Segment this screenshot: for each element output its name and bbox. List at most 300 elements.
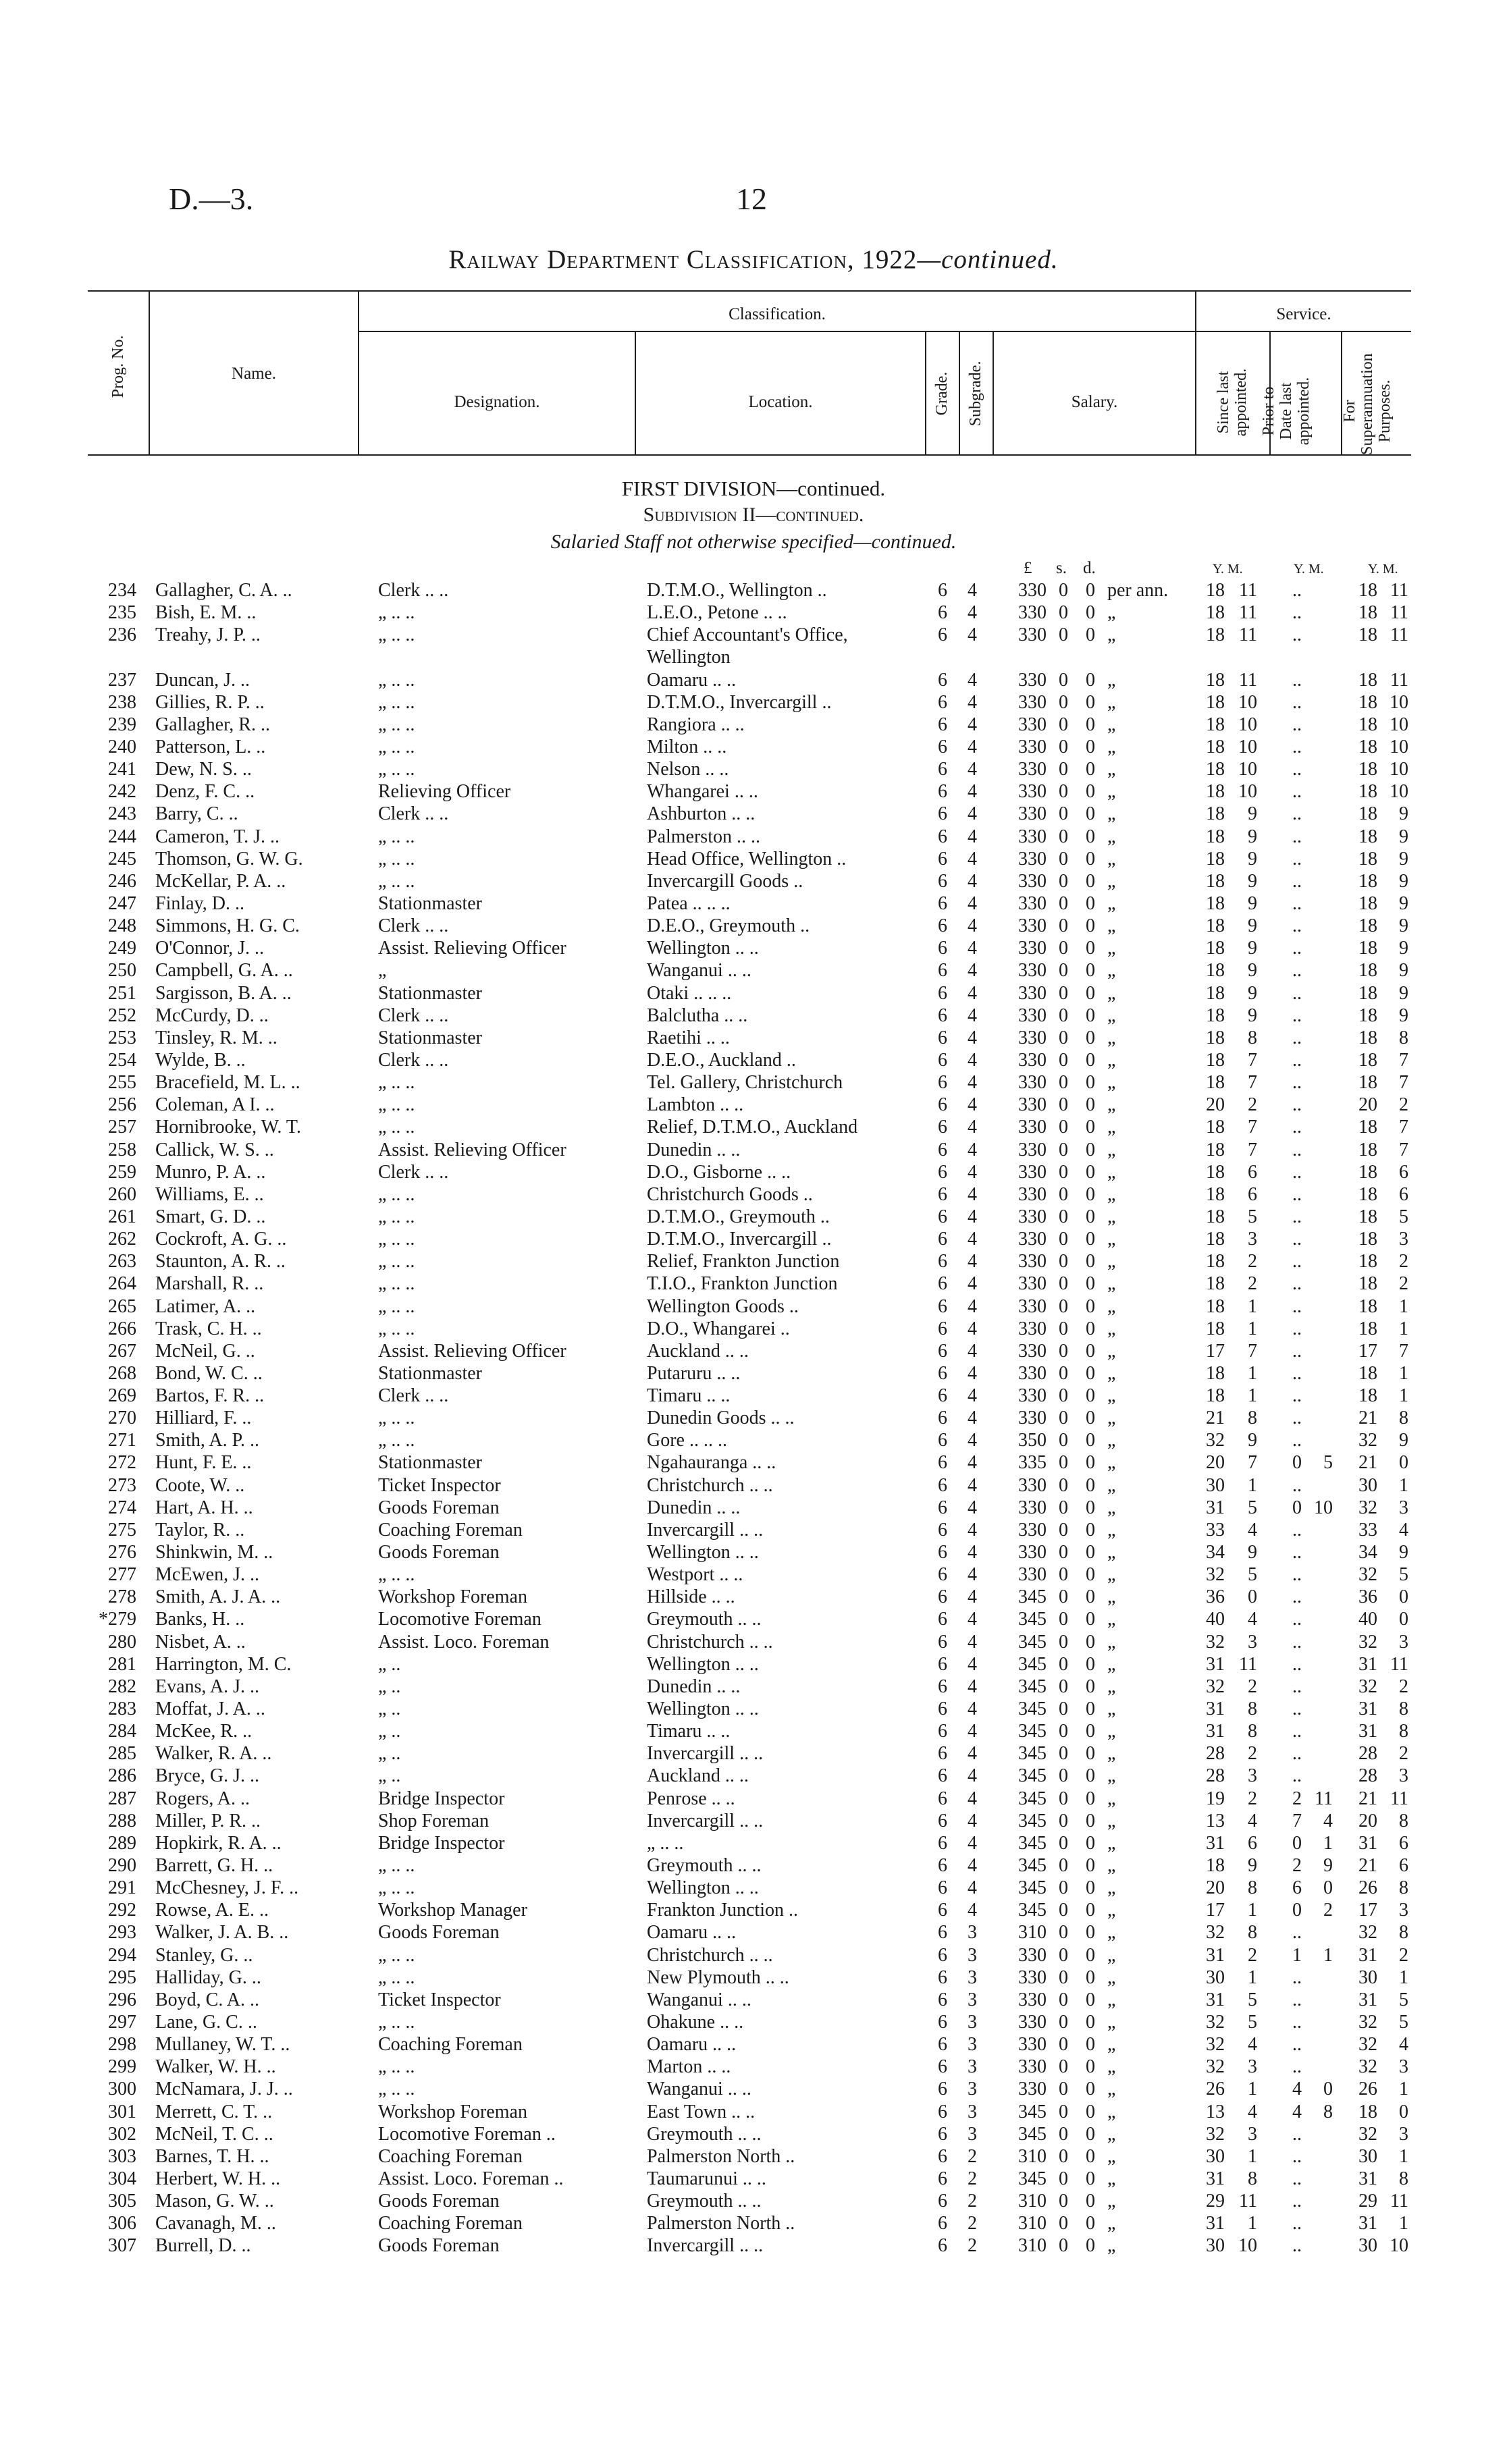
table-row	[0, 669, 1507, 691]
cell-super-months: 3	[1399, 1497, 1408, 1518]
cell-salary-shillings: 0	[1059, 1497, 1068, 1518]
cell-salary-pence: 0	[1086, 1474, 1095, 1496]
cell-designation: „ .. ..	[378, 1564, 415, 1586]
cell-super-months: 9	[1399, 870, 1408, 892]
cell-prior-years: ..	[1292, 1474, 1302, 1496]
cell-prog-no: 247	[108, 892, 136, 914]
cell-designation: Clerk .. ..	[378, 1161, 449, 1183]
cell-location: D.T.M.O., Invercargill ..	[647, 691, 832, 713]
cell-name: Smart, G. D. ..	[155, 1206, 266, 1227]
cell-location: Greymouth .. ..	[647, 2123, 762, 2145]
cell-salary-period: „	[1107, 2034, 1116, 2056]
cell-grade: 6	[938, 1117, 947, 1138]
cell-salary-pence: 0	[1086, 2168, 1095, 2189]
cell-location: Patea .. .. ..	[647, 892, 731, 914]
cell-salary-pounds: 330	[1018, 1564, 1047, 1586]
cell-location: East Town .. ..	[647, 2101, 756, 2122]
cell-name: Walker, R. A. ..	[155, 1743, 272, 1765]
cell-since-years: 18	[1206, 759, 1225, 780]
cell-since-months: 1	[1248, 2213, 1257, 2234]
cell-salary-period: per ann.	[1107, 580, 1169, 601]
cell-designation: Ticket Inspector	[378, 1474, 501, 1496]
cell-salary-shillings: 0	[1059, 602, 1068, 624]
cell-prog-no: 282	[108, 1676, 136, 1697]
cell-salary-pence: 0	[1086, 1653, 1095, 1675]
cell-salary-pence: 0	[1086, 1206, 1095, 1227]
cell-designation: „ .. ..	[378, 691, 415, 713]
cell-salary-shillings: 0	[1059, 1609, 1068, 1630]
cell-super-months: 1	[1399, 2213, 1408, 2234]
cell-salary-pence: 0	[1086, 1452, 1095, 1474]
cell-since-months: 6	[1248, 1161, 1257, 1183]
cell-grade: 6	[938, 2079, 947, 2100]
cell-since-months: 11	[1239, 624, 1257, 646]
cell-since-months: 9	[1248, 870, 1257, 892]
cell-prog-no: 256	[108, 1094, 136, 1116]
cell-salary-shillings: 0	[1059, 1474, 1068, 1496]
cell-salary-period: „	[1107, 1922, 1116, 1944]
subdivision-heading: Subdivision II—continued.	[643, 504, 864, 526]
cell-salary-period: „	[1107, 1542, 1116, 1563]
cell-location: D.T.M.O., Wellington ..	[647, 580, 827, 601]
cell-prog-no: 280	[108, 1631, 136, 1653]
cell-name: Barrett, G. H. ..	[155, 1855, 273, 1877]
cell-subgrade: 4	[968, 1027, 977, 1048]
cell-super-years: 32	[1358, 2012, 1377, 2033]
cell-location: Wanganui .. ..	[647, 2079, 751, 2100]
cell-salary-shillings: 0	[1059, 892, 1068, 914]
cell-designation: „ .. ..	[378, 848, 415, 869]
cell-location: Christchurch .. ..	[647, 1631, 773, 1653]
cell-location: Greymouth .. ..	[647, 2191, 762, 2212]
page-id: D.—3.	[169, 182, 254, 216]
cell-salary-pounds: 330	[1018, 1944, 1047, 1966]
cell-name: Marshall, R. ..	[155, 1273, 264, 1295]
cell-salary-shillings: 0	[1059, 2191, 1068, 2212]
cell-salary-period: „	[1107, 1900, 1116, 1921]
cell-subgrade: 4	[968, 870, 977, 892]
cell-salary-period: „	[1107, 1385, 1116, 1407]
cell-prior-years: ..	[1292, 669, 1302, 691]
cell-prior-years: ..	[1292, 2168, 1302, 2189]
cell-grade: 6	[938, 781, 947, 803]
cell-salary-shillings: 0	[1059, 1452, 1068, 1474]
cell-super-years: 31	[1358, 2168, 1377, 2189]
cell-prog-no: 296	[108, 1989, 136, 2010]
grade-header: Grade.	[933, 371, 951, 416]
cell-designation: Assist. Relieving Officer	[378, 1340, 566, 1362]
cell-prior-years: ..	[1292, 1139, 1302, 1160]
cell-grade: 6	[938, 2168, 947, 2189]
cell-salary-pence: 0	[1086, 1005, 1095, 1026]
cell-since-years: 28	[1206, 1743, 1225, 1765]
cell-grade: 6	[938, 1944, 947, 1966]
cell-prior-years: 0	[1292, 1832, 1302, 1854]
cell-salary-pence: 0	[1086, 826, 1095, 847]
cell-designation: „ .. ..	[378, 1273, 415, 1295]
cell-prior-years: ..	[1292, 1273, 1302, 1295]
unit-pound: £	[1024, 559, 1032, 577]
cell-salary-pence: 0	[1086, 1318, 1095, 1339]
cell-super-months: 9	[1399, 960, 1408, 982]
cell-location: Putaruru .. ..	[647, 1362, 741, 1384]
cell-location: Invercargill .. ..	[647, 1519, 764, 1541]
cell-location: Invercargill .. ..	[647, 1810, 764, 1831]
cell-super-years: 18	[1358, 669, 1377, 691]
table-row	[0, 1608, 1507, 1630]
cell-salary-pence: 0	[1086, 2101, 1095, 2122]
cell-designation: Assist. Loco. Foreman ..	[378, 2168, 564, 2189]
cell-prior-years: ..	[1292, 1676, 1302, 1697]
cell-since-years: 32	[1206, 2034, 1225, 2056]
cell-salary-pounds: 310	[1018, 2235, 1047, 2257]
cell-prog-no: 278	[108, 1586, 136, 1608]
cell-super-years: 28	[1358, 1765, 1377, 1787]
cell-prior-years: ..	[1292, 1564, 1302, 1586]
cell-prior-years: ..	[1292, 1117, 1302, 1138]
cell-super-years: 18	[1358, 1117, 1377, 1138]
table-header	[88, 290, 1411, 456]
cell-since-months: 1	[1248, 1900, 1257, 1921]
cell-super-months: 1	[1399, 1295, 1408, 1317]
cell-super-months: 3	[1399, 1229, 1408, 1250]
cell-name: Mason, G. W. ..	[155, 2191, 274, 2212]
cell-subgrade: 4	[968, 1273, 977, 1295]
cell-name: Staunton, A. R. ..	[155, 1251, 286, 1273]
cell-salary-pence: 0	[1086, 982, 1095, 1004]
subgrade-header: Subgrade.	[967, 360, 984, 427]
table-row	[0, 1183, 1507, 1206]
cell-name: Harrington, M. C.	[155, 1653, 292, 1675]
cell-prog-no: *279	[99, 1609, 136, 1630]
cell-since-years: 30	[1206, 1966, 1225, 1988]
cell-since-months: 7	[1248, 1117, 1257, 1138]
cell-prior-years: ..	[1292, 1922, 1302, 1944]
cell-grade: 6	[938, 1966, 947, 1988]
cell-since-years: 28	[1206, 1765, 1225, 1787]
cell-prog-no: 237	[108, 669, 136, 691]
cell-prior-years: ..	[1292, 892, 1302, 914]
cell-prior-years: 1	[1292, 1944, 1302, 1966]
cell-grade: 6	[938, 1653, 947, 1675]
cell-prog-no: 264	[108, 1273, 136, 1295]
cell-location: D.T.M.O., Invercargill ..	[647, 1229, 832, 1250]
cell-designation: „ .. ..	[378, 759, 415, 780]
table-row	[0, 1295, 1507, 1318]
cell-name: Cavanagh, M. ..	[155, 2213, 276, 2234]
cell-salary-pounds: 345	[1018, 1788, 1047, 1809]
cell-since-years: 31	[1206, 1944, 1225, 1966]
cell-designation: „ .. ..	[378, 1944, 415, 1966]
cell-subgrade: 4	[968, 1340, 977, 1362]
cell-salary-pence: 0	[1086, 1564, 1095, 1586]
cell-salary-pence: 0	[1086, 2056, 1095, 2078]
cell-prior-years: ..	[1292, 1698, 1302, 1720]
cell-salary-shillings: 0	[1059, 1900, 1068, 1921]
cell-subgrade: 4	[968, 1609, 977, 1630]
cell-since-months: 8	[1248, 1027, 1257, 1048]
cell-since-months: 2	[1248, 1743, 1257, 1765]
cell-prior-years: ..	[1292, 714, 1302, 735]
cell-since-years: 18	[1206, 781, 1225, 803]
cell-prog-no: 260	[108, 1183, 136, 1205]
cell-grade: 6	[938, 1631, 947, 1653]
cell-subgrade: 4	[968, 1139, 977, 1160]
cell-prog-no: 235	[108, 602, 136, 624]
table-row	[0, 1094, 1507, 1116]
cell-super-years: 18	[1358, 1295, 1377, 1317]
cell-since-months: 7	[1248, 1340, 1257, 1362]
cell-since-years: 40	[1206, 1609, 1225, 1630]
cell-since-years: 18	[1206, 803, 1225, 825]
cell-salary-period: „	[1107, 938, 1116, 959]
cell-super-months: 11	[1390, 669, 1408, 691]
cell-since-years: 31	[1206, 2168, 1225, 2189]
cell-super-months: 5	[1399, 1564, 1408, 1586]
cell-super-years: 18	[1358, 2101, 1377, 2122]
cell-name: Lane, G. C. ..	[155, 2012, 257, 2033]
cell-salary-period: „	[1107, 1273, 1116, 1295]
cell-salary-shillings: 0	[1059, 2056, 1068, 2078]
cell-prog-no: 295	[108, 1966, 136, 1988]
cell-salary-pounds: 330	[1018, 1989, 1047, 2010]
cell-location: Whangarei .. ..	[647, 781, 758, 803]
cell-salary-shillings: 0	[1059, 1318, 1068, 1339]
cell-salary-period: „	[1107, 759, 1116, 780]
cell-super-years: 18	[1358, 938, 1377, 959]
cell-prior-years: ..	[1292, 1743, 1302, 1765]
cell-prog-no: 259	[108, 1161, 136, 1183]
cell-salary-shillings: 0	[1059, 1519, 1068, 1541]
cell-name: Hilliard, F. ..	[155, 1408, 252, 1429]
cell-location: Oamaru .. ..	[647, 669, 737, 691]
cell-salary-shillings: 0	[1059, 870, 1068, 892]
cell-designation: Workshop Foreman	[378, 2101, 527, 2122]
cell-prog-no: 288	[108, 1810, 136, 1831]
cell-grade: 6	[938, 960, 947, 982]
cell-name: Latimer, A. ..	[155, 1295, 256, 1317]
cell-salary-period: „	[1107, 1609, 1116, 1630]
cell-prior-years: ..	[1292, 1631, 1302, 1653]
table-row	[0, 1429, 1507, 1451]
cell-salary-shillings: 0	[1059, 781, 1068, 803]
cell-salary-period: „	[1107, 1519, 1116, 1541]
cell-since-years: 18	[1206, 1049, 1225, 1071]
cell-prog-no: 297	[108, 2012, 136, 2033]
cell-prior-years: ..	[1292, 580, 1302, 601]
cell-subgrade: 4	[968, 1765, 977, 1787]
cell-since-months: 3	[1248, 1229, 1257, 1250]
cell-since-months: 9	[1248, 1542, 1257, 1563]
cell-super-years: 18	[1358, 1161, 1377, 1183]
cell-prog-no: 307	[108, 2235, 136, 2257]
cell-designation: Bridge Inspector	[378, 1832, 505, 1854]
cell-grade: 6	[938, 2213, 947, 2234]
cell-grade: 6	[938, 1564, 947, 1586]
cell-prog-no: 253	[108, 1027, 136, 1048]
cell-name: Shinkwin, M. ..	[155, 1542, 273, 1563]
cell-grade: 6	[938, 1385, 947, 1407]
cell-salary-pounds: 330	[1018, 982, 1047, 1004]
cell-super-years: 18	[1358, 1049, 1377, 1071]
cell-since-months: 9	[1248, 1430, 1257, 1451]
cell-salary-shillings: 0	[1059, 2168, 1068, 2189]
cell-salary-period: „	[1107, 1005, 1116, 1026]
cell-prior-years: ..	[1292, 1340, 1302, 1362]
table-row	[0, 1810, 1507, 1832]
cell-salary-pence: 0	[1086, 1430, 1095, 1451]
cell-since-years: 30	[1206, 2145, 1225, 2167]
cell-super-months: 2	[1399, 1676, 1408, 1697]
cell-salary-period: „	[1107, 1698, 1116, 1720]
cell-super-years: 31	[1358, 1721, 1377, 1742]
cell-salary-pounds: 330	[1018, 870, 1047, 892]
cell-salary-pence: 0	[1086, 1855, 1095, 1877]
cell-salary-pounds: 330	[1018, 1027, 1047, 1048]
cell-salary-pence: 0	[1086, 1497, 1095, 1518]
cell-subgrade: 2	[968, 2213, 977, 2234]
cell-grade: 6	[938, 915, 947, 937]
cell-super-months: 10	[1390, 691, 1408, 713]
cell-designation: „ .. ..	[378, 2056, 415, 2078]
cell-super-months: 6	[1399, 1855, 1408, 1877]
cell-salary-shillings: 0	[1059, 982, 1068, 1004]
salary-header: Salary.	[1071, 393, 1118, 411]
cell-prog-no: 265	[108, 1295, 136, 1317]
cell-location: Otaki .. .. ..	[647, 982, 732, 1004]
name-header: Name.	[232, 365, 276, 383]
cell-name: Coote, W. ..	[155, 1474, 245, 1496]
cell-since-years: 18	[1206, 1273, 1225, 1295]
division-heading: FIRST DIVISION—continued.	[621, 477, 886, 500]
cell-since-months: 1	[1248, 1295, 1257, 1317]
cell-salary-pence: 0	[1086, 1229, 1095, 1250]
cell-subgrade: 4	[968, 714, 977, 735]
cell-since-years: 17	[1206, 1900, 1225, 1921]
table-row	[0, 1385, 1507, 1407]
table-row	[0, 736, 1507, 758]
table-row	[0, 1698, 1507, 1720]
cell-super-years: 30	[1358, 2235, 1377, 2257]
cell-salary-pounds: 330	[1018, 915, 1047, 937]
cell-salary-period: „	[1107, 736, 1116, 757]
cell-super-months: 1	[1399, 1318, 1408, 1339]
cell-designation: „ ..	[378, 1653, 401, 1675]
cell-subgrade: 4	[968, 1229, 977, 1250]
cell-grade: 6	[938, 1519, 947, 1541]
cell-grade: 6	[938, 736, 947, 757]
cell-since-years: 32	[1206, 2012, 1225, 2033]
cell-subgrade: 4	[968, 1206, 977, 1227]
cell-subgrade: 2	[968, 2145, 977, 2167]
cell-super-years: 32	[1358, 2034, 1377, 2056]
cell-super-months: 10	[1390, 2235, 1408, 2257]
table-row	[0, 1340, 1507, 1362]
cell-salary-shillings: 0	[1059, 1027, 1068, 1048]
cell-name: O'Connor, J. ..	[155, 938, 265, 959]
cell-salary-period: „	[1107, 1497, 1116, 1518]
cell-subgrade: 4	[968, 1295, 977, 1317]
cell-location: Penrose .. ..	[647, 1788, 735, 1809]
cell-super-years: 18	[1358, 1005, 1377, 1026]
cell-grade: 6	[938, 1027, 947, 1048]
cell-salary-pence: 0	[1086, 803, 1095, 825]
cell-location: D.T.M.O., Greymouth ..	[647, 1206, 830, 1227]
cell-super-months: 5	[1399, 1989, 1408, 2010]
cell-super-years: 32	[1358, 1564, 1377, 1586]
cell-super-years: 17	[1358, 1340, 1377, 1362]
page-number: 12	[736, 182, 767, 216]
cell-super-months: 2	[1399, 1743, 1408, 1765]
cell-salary-period: „	[1107, 1944, 1116, 1966]
cell-super-years: 31	[1358, 2213, 1377, 2234]
cell-prior-months: 0	[1323, 1877, 1333, 1899]
cell-prog-no: 245	[108, 848, 136, 869]
cell-location: Wellington .. ..	[647, 1653, 759, 1675]
cell-salary-period: „	[1107, 1408, 1116, 1429]
cell-since-years: 32	[1206, 1430, 1225, 1451]
cell-salary-shillings: 0	[1059, 1877, 1068, 1899]
cell-subgrade: 4	[968, 1676, 977, 1697]
cell-prior-years: ..	[1292, 1653, 1302, 1675]
cell-name: McKellar, P. A. ..	[155, 870, 286, 892]
cell-designation: Stationmaster	[378, 892, 482, 914]
cell-super-months: 1	[1399, 1966, 1408, 1988]
cell-grade: 6	[938, 982, 947, 1004]
cell-salary-pounds: 330	[1018, 1385, 1047, 1407]
cell-designation: „ .. ..	[378, 624, 415, 646]
cell-prior-years: 0	[1292, 1497, 1302, 1518]
cell-location: Dunedin .. ..	[647, 1676, 741, 1697]
cell-prior-years: ..	[1292, 1966, 1302, 1988]
cell-salary-shillings: 0	[1059, 1295, 1068, 1317]
cell-since-months: 10	[1238, 691, 1257, 713]
table-row	[0, 1474, 1507, 1497]
cell-grade: 6	[938, 1609, 947, 1630]
cell-location: Wellington .. ..	[647, 938, 759, 959]
cell-salary-pounds: 345	[1018, 1609, 1047, 1630]
cell-designation: „ .. ..	[378, 1183, 415, 1205]
unit-ym-super: Y. M.	[1368, 562, 1398, 577]
cell-super-years: 32	[1358, 2056, 1377, 2078]
cell-since-months: 5	[1248, 1564, 1257, 1586]
cell-grade: 6	[938, 803, 947, 825]
cell-subgrade: 4	[968, 1743, 977, 1765]
cell-designation: Workshop Manager	[378, 1900, 527, 1921]
cell-salary-shillings: 0	[1059, 1229, 1068, 1250]
cell-designation: Stationmaster	[378, 1027, 482, 1048]
cell-salary-pounds: 345	[1018, 1676, 1047, 1697]
title-main: Railway Department Classification, 1922	[448, 245, 918, 274]
cell-since-years: 21	[1206, 1408, 1225, 1429]
table-row	[0, 1273, 1507, 1295]
table-row	[0, 2190, 1507, 2212]
cell-prior-years: ..	[1292, 602, 1302, 624]
cell-super-years: 26	[1358, 1877, 1377, 1899]
cell-since-years: 18	[1206, 1117, 1225, 1138]
cell-grade: 6	[938, 1005, 947, 1026]
cell-subgrade: 4	[968, 1474, 977, 1496]
cell-name: Barry, C. ..	[155, 803, 238, 825]
cell-since-months: 2	[1248, 1094, 1257, 1116]
cell-salary-pence: 0	[1086, 2213, 1095, 2234]
cell-salary-shillings: 0	[1059, 1564, 1068, 1586]
cell-salary-pence: 0	[1086, 1408, 1095, 1429]
cell-prior-years: ..	[1292, 1229, 1302, 1250]
cell-salary-pence: 0	[1086, 1586, 1095, 1608]
cell-salary-pounds: 330	[1018, 1519, 1047, 1541]
cell-prog-no: 250	[108, 960, 136, 982]
